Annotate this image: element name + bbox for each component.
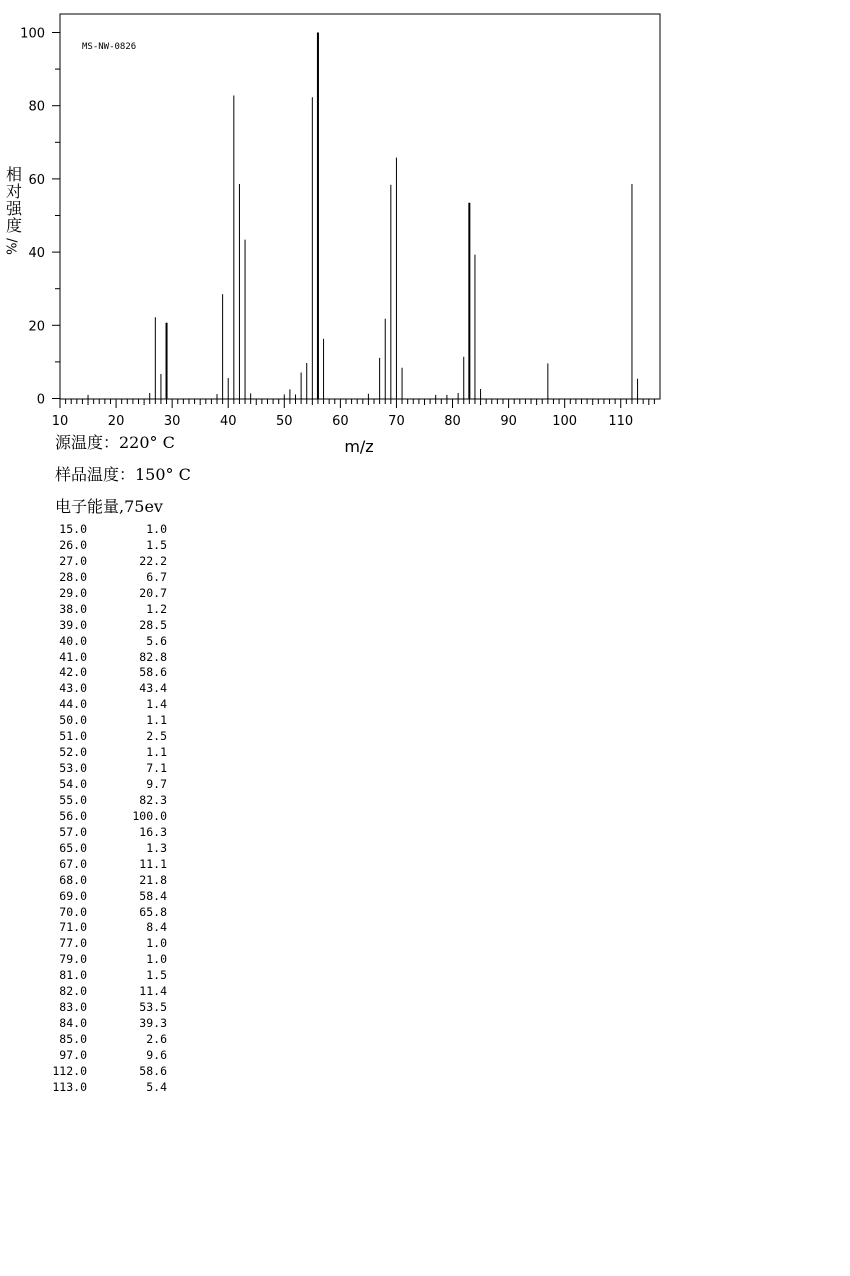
x-tick-label: 80 (444, 414, 461, 429)
peak-intensity: 1.5 (146, 968, 167, 983)
peak-intensity: 5.6 (146, 633, 167, 648)
peak-mz: 43.0 (59, 681, 87, 696)
peak-intensity: 1.0 (146, 952, 167, 967)
peak-row (40, 665, 167, 681)
peak-mz: 55.0 (59, 792, 87, 807)
peak-mz: 39.0 (59, 617, 87, 632)
peak-intensity: 20.7 (139, 585, 167, 600)
peak-mz: 84.0 (59, 1016, 87, 1031)
y-axis-unit: %/ (5, 238, 21, 255)
peak-intensity: 1.0 (146, 936, 167, 951)
peak-mz: 70.0 (59, 904, 87, 919)
x-tick-label: 70 (388, 414, 405, 429)
peak-intensity: 21.8 (139, 872, 167, 887)
peak-row (40, 1048, 167, 1064)
peak-row (40, 825, 167, 841)
peak-row (40, 968, 167, 984)
peak-mz: 28.0 (59, 569, 87, 584)
peak-row (40, 841, 167, 857)
peak-row (40, 809, 167, 825)
mass-spectrum-chart (0, 0, 850, 470)
peak-intensity: 100.0 (132, 808, 167, 823)
peak-row (40, 570, 167, 586)
peak-intensity: 58.6 (139, 1063, 167, 1078)
peak-intensity: 1.1 (146, 713, 167, 728)
peak-intensity: 82.3 (139, 792, 167, 807)
peak-mz: 44.0 (59, 697, 87, 712)
peak-row (40, 586, 167, 602)
peak-mz: 81.0 (59, 968, 87, 983)
peak-row (40, 1064, 167, 1080)
peak-intensity: 5.4 (146, 1079, 167, 1094)
peak-row (40, 1080, 167, 1096)
peak-row (40, 745, 167, 761)
peak-row (40, 634, 167, 650)
y-axis-label-char: 相 (5, 165, 22, 184)
x-tick-label: 110 (608, 414, 634, 429)
peak-mz: 51.0 (59, 729, 87, 744)
source-temperature: 源温度：220° C (55, 433, 175, 452)
y-axis-label-char: 强 (5, 199, 22, 218)
peak-mz: 40.0 (59, 633, 87, 648)
plot-frame (60, 14, 660, 399)
peak-row (40, 920, 167, 936)
peak-intensity: 2.6 (146, 1032, 167, 1046)
peak-intensity: 16.3 (139, 824, 167, 839)
peak-mz: 26.0 (59, 537, 87, 552)
peak-mz: 82.0 (59, 984, 87, 999)
y-tick-label: 80 (28, 99, 45, 115)
peak-row (40, 538, 167, 554)
peak-mz: 65.0 (59, 840, 87, 855)
peak-mz: 71.0 (59, 920, 87, 935)
peak-mz: 57.0 (59, 824, 87, 839)
peak-mz: 68.0 (59, 872, 87, 887)
y-axis-label-char: 对 (5, 182, 22, 201)
x-tick-label: 90 (500, 414, 517, 429)
x-tick-label: 40 (219, 414, 237, 429)
peak-row (40, 618, 167, 634)
y-axis-label-char: 度 (5, 216, 22, 235)
peak-bars (88, 33, 638, 399)
peak-intensity: 58.4 (139, 888, 167, 903)
peak-intensity: 58.6 (139, 665, 167, 680)
peak-intensity: 43.4 (139, 681, 167, 696)
peak-mz: 42.0 (59, 665, 87, 680)
peak-row (40, 713, 167, 729)
peak-row (40, 1032, 167, 1048)
peak-row (40, 522, 167, 538)
peak-mz: 97.0 (59, 1047, 87, 1062)
peak-row (40, 761, 167, 777)
x-tick-label: 30 (163, 414, 181, 429)
x-axis (52, 399, 655, 429)
peak-intensity: 1.2 (146, 601, 167, 616)
peak-mz: 85.0 (59, 1032, 87, 1046)
y-tick-label: 0 (36, 392, 45, 408)
sample-temperature: 样品温度：150° C (55, 465, 191, 484)
peak-mz: 53.0 (59, 761, 87, 776)
peak-mz: 77.0 (59, 936, 87, 951)
peak-mz: 38.0 (59, 601, 87, 616)
peak-row (40, 1000, 167, 1016)
peak-row (40, 857, 167, 873)
peak-row (40, 905, 167, 921)
peak-row (40, 889, 167, 905)
peak-mz: 50.0 (59, 713, 87, 728)
peak-mz: 56.0 (59, 808, 87, 823)
peak-row (40, 1016, 167, 1032)
peak-intensity: 1.4 (146, 697, 167, 712)
peak-intensity: 6.7 (146, 569, 167, 584)
y-axis-label (4, 166, 24, 255)
peak-mz: 113.0 (52, 1079, 87, 1094)
x-axis-label: m/z (344, 437, 374, 456)
peak-intensity: 1.1 (146, 745, 167, 760)
peak-mz: 29.0 (59, 585, 87, 600)
peak-mz: 69.0 (59, 888, 87, 903)
peak-mz: 41.0 (59, 649, 87, 664)
peak-mz: 112.0 (52, 1063, 87, 1078)
peak-row (40, 777, 167, 793)
peak-intensity: 1.0 (146, 522, 167, 536)
spectrum-id-label: MS-NW-0826 (82, 42, 137, 52)
peak-intensity: 53.5 (139, 1000, 167, 1015)
peak-intensity: 1.3 (146, 840, 167, 855)
peak-row (40, 873, 167, 889)
peak-row (40, 793, 167, 809)
peak-mz: 79.0 (59, 952, 87, 967)
peak-row (40, 554, 167, 570)
peak-intensity: 28.5 (139, 617, 167, 632)
y-tick-label: 60 (28, 172, 45, 188)
peak-intensity: 82.8 (139, 649, 167, 664)
peak-intensity: 22.2 (139, 553, 167, 568)
peak-mz: 83.0 (59, 1000, 87, 1015)
peak-mz: 52.0 (59, 745, 87, 760)
peak-row (40, 650, 167, 666)
peak-intensity: 11.4 (139, 984, 167, 999)
y-axis (20, 27, 60, 408)
electron-energy: 电子能量,75ev (55, 497, 163, 516)
peak-mz: 54.0 (59, 777, 87, 791)
peak-intensity: 8.4 (146, 920, 167, 935)
peak-intensity: 9.6 (146, 1047, 167, 1062)
x-tick-label: 10 (51, 414, 69, 429)
peak-row (40, 697, 167, 713)
y-tick-label: 100 (20, 26, 45, 42)
x-tick-label: 20 (107, 414, 125, 429)
peak-intensity: 65.8 (139, 904, 167, 919)
peak-mz: 27.0 (59, 553, 87, 568)
peak-mz: 15.0 (59, 522, 87, 536)
x-tick-label: 60 (332, 414, 349, 429)
peak-row (40, 984, 167, 1000)
peak-row (40, 681, 167, 697)
y-tick-label: 40 (28, 246, 45, 262)
peak-intensity: 11.1 (139, 856, 167, 871)
peak-row (40, 952, 167, 968)
x-tick-label: 50 (276, 414, 293, 429)
peak-intensity: 2.5 (146, 729, 167, 744)
peak-row (40, 729, 167, 745)
peak-intensity: 1.5 (146, 537, 167, 552)
peak-intensity: 7.1 (146, 761, 167, 776)
peak-table (40, 522, 167, 1096)
peak-row (40, 936, 167, 952)
peak-row (40, 602, 167, 618)
peak-intensity: 9.7 (146, 777, 167, 791)
peak-mz: 67.0 (59, 856, 87, 871)
y-tick-label: 20 (28, 319, 45, 335)
peak-intensity: 39.3 (139, 1016, 167, 1031)
x-tick-label: 100 (552, 414, 578, 429)
